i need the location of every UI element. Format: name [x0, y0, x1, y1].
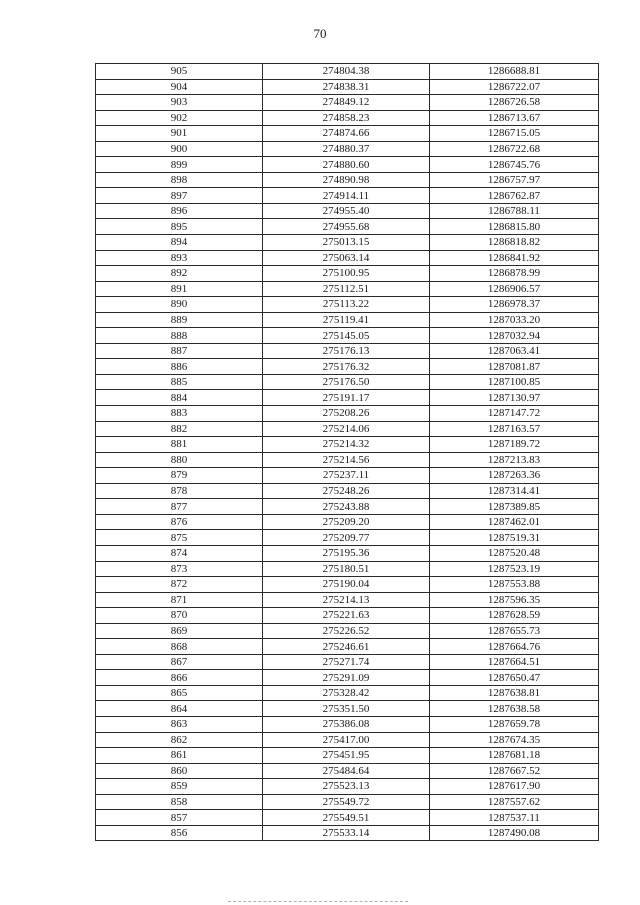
point-number-cell: 885 — [96, 374, 263, 390]
x-coordinate-cell: 274874.66 — [263, 126, 430, 142]
y-coordinate-cell: 1286688.81 — [430, 64, 599, 80]
point-number-cell: 874 — [96, 545, 263, 561]
y-coordinate-cell: 1286722.07 — [430, 79, 599, 95]
table-row — [96, 825, 599, 841]
table-row — [96, 328, 599, 344]
x-coordinate-cell: 275190.04 — [263, 577, 430, 593]
y-coordinate-cell: 1287147.72 — [430, 406, 599, 422]
x-coordinate-cell: 275328.42 — [263, 685, 430, 701]
table-row — [96, 297, 599, 313]
y-coordinate-cell: 1286841.92 — [430, 250, 599, 266]
point-number-cell: 870 — [96, 608, 263, 624]
table-row — [96, 514, 599, 530]
point-number-cell: 883 — [96, 406, 263, 422]
point-number-cell: 862 — [96, 732, 263, 748]
table-row — [96, 281, 599, 297]
x-coordinate-cell: 275484.64 — [263, 763, 430, 779]
y-coordinate-cell: 1286715.05 — [430, 126, 599, 142]
y-coordinate-cell: 1287520.48 — [430, 545, 599, 561]
y-coordinate-cell: 1287617.90 — [430, 779, 599, 795]
point-number-cell: 895 — [96, 219, 263, 235]
y-coordinate-cell: 1287033.20 — [430, 312, 599, 328]
y-coordinate-cell: 1287523.19 — [430, 561, 599, 577]
x-coordinate-cell: 275214.56 — [263, 452, 430, 468]
y-coordinate-cell: 1287462.01 — [430, 514, 599, 530]
y-coordinate-cell: 1287681.18 — [430, 748, 599, 764]
table-row — [96, 219, 599, 235]
table-row — [96, 126, 599, 142]
y-coordinate-cell: 1287163.57 — [430, 421, 599, 437]
x-coordinate-cell: 274849.12 — [263, 95, 430, 111]
point-number-cell: 867 — [96, 654, 263, 670]
x-coordinate-cell: 274880.37 — [263, 141, 430, 157]
y-coordinate-cell: 1287537.11 — [430, 810, 599, 826]
point-number-cell: 889 — [96, 312, 263, 328]
x-coordinate-cell: 274955.40 — [263, 203, 430, 219]
y-coordinate-cell: 1287130.97 — [430, 390, 599, 406]
y-coordinate-cell: 1286726.58 — [430, 95, 599, 111]
x-coordinate-cell: 275243.88 — [263, 499, 430, 515]
x-coordinate-cell: 274890.98 — [263, 172, 430, 188]
y-coordinate-cell: 1286788.11 — [430, 203, 599, 219]
point-number-cell: 869 — [96, 623, 263, 639]
table-row — [96, 343, 599, 359]
x-coordinate-cell: 275533.14 — [263, 825, 430, 841]
point-number-cell: 875 — [96, 530, 263, 546]
point-number-cell: 857 — [96, 810, 263, 826]
coordinates-table-body — [96, 64, 599, 841]
x-coordinate-cell: 275226.52 — [263, 623, 430, 639]
x-coordinate-cell: 275417.00 — [263, 732, 430, 748]
point-number-cell: 865 — [96, 685, 263, 701]
x-coordinate-cell: 275113.22 — [263, 297, 430, 313]
point-number-cell: 890 — [96, 297, 263, 313]
y-coordinate-cell: 1287557.62 — [430, 794, 599, 810]
x-coordinate-cell: 275271.74 — [263, 654, 430, 670]
point-number-cell: 863 — [96, 716, 263, 732]
table-row — [96, 499, 599, 515]
point-number-cell: 859 — [96, 779, 263, 795]
x-coordinate-cell: 275191.17 — [263, 390, 430, 406]
point-number-cell: 858 — [96, 794, 263, 810]
x-coordinate-cell: 275451.95 — [263, 748, 430, 764]
x-coordinate-cell: 275549.51 — [263, 810, 430, 826]
table-row — [96, 763, 599, 779]
y-coordinate-cell: 1286722.68 — [430, 141, 599, 157]
table-row — [96, 235, 599, 251]
y-coordinate-cell: 1287490.08 — [430, 825, 599, 841]
table-row — [96, 390, 599, 406]
x-coordinate-cell: 274914.11 — [263, 188, 430, 204]
x-coordinate-cell: 275214.32 — [263, 437, 430, 453]
table-row — [96, 592, 599, 608]
x-coordinate-cell: 274880.60 — [263, 157, 430, 173]
table-row — [96, 374, 599, 390]
x-coordinate-cell: 275208.26 — [263, 406, 430, 422]
y-coordinate-cell: 1286978.37 — [430, 297, 599, 313]
y-coordinate-cell: 1287596.35 — [430, 592, 599, 608]
x-coordinate-cell: 275176.13 — [263, 343, 430, 359]
x-coordinate-cell: 275351.50 — [263, 701, 430, 717]
x-coordinate-cell: 275291.09 — [263, 670, 430, 686]
y-coordinate-cell: 1286713.67 — [430, 110, 599, 126]
point-number-cell: 866 — [96, 670, 263, 686]
point-number-cell: 896 — [96, 203, 263, 219]
table-row — [96, 421, 599, 437]
point-number-cell: 884 — [96, 390, 263, 406]
table-row — [96, 561, 599, 577]
table-row — [96, 530, 599, 546]
x-coordinate-cell: 275195.36 — [263, 545, 430, 561]
point-number-cell: 878 — [96, 483, 263, 499]
x-coordinate-cell: 275112.51 — [263, 281, 430, 297]
table-row — [96, 639, 599, 655]
y-coordinate-cell: 1286818.82 — [430, 235, 599, 251]
point-number-cell: 904 — [96, 79, 263, 95]
table-row — [96, 250, 599, 266]
y-coordinate-cell: 1287213.83 — [430, 452, 599, 468]
table-row — [96, 623, 599, 639]
point-number-cell: 900 — [96, 141, 263, 157]
x-coordinate-cell: 275237.11 — [263, 468, 430, 484]
point-number-cell: 872 — [96, 577, 263, 593]
y-coordinate-cell: 1287664.51 — [430, 654, 599, 670]
y-coordinate-cell: 1287628.59 — [430, 608, 599, 624]
table-row — [96, 312, 599, 328]
x-coordinate-cell: 275214.13 — [263, 592, 430, 608]
point-number-cell: 901 — [96, 126, 263, 142]
x-coordinate-cell: 274955.68 — [263, 219, 430, 235]
x-coordinate-cell: 275209.20 — [263, 514, 430, 530]
y-coordinate-cell: 1287638.81 — [430, 685, 599, 701]
coordinates-table — [95, 63, 599, 841]
table-row — [96, 141, 599, 157]
table-row — [96, 188, 599, 204]
point-number-cell: 903 — [96, 95, 263, 111]
table-row — [96, 779, 599, 795]
point-number-cell: 882 — [96, 421, 263, 437]
table-row — [96, 406, 599, 422]
y-coordinate-cell: 1287063.41 — [430, 343, 599, 359]
point-number-cell: 860 — [96, 763, 263, 779]
y-coordinate-cell: 1286762.87 — [430, 188, 599, 204]
table-row — [96, 794, 599, 810]
y-coordinate-cell: 1286757.97 — [430, 172, 599, 188]
point-number-cell: 886 — [96, 359, 263, 375]
point-number-cell: 880 — [96, 452, 263, 468]
point-number-cell: 871 — [96, 592, 263, 608]
y-coordinate-cell: 1286745.76 — [430, 157, 599, 173]
y-coordinate-cell: 1287032.94 — [430, 328, 599, 344]
point-number-cell: 905 — [96, 64, 263, 80]
y-coordinate-cell: 1287081.87 — [430, 359, 599, 375]
point-number-cell: 902 — [96, 110, 263, 126]
table-row — [96, 577, 599, 593]
x-coordinate-cell: 275209.77 — [263, 530, 430, 546]
x-coordinate-cell: 275176.50 — [263, 374, 430, 390]
y-coordinate-cell: 1287389.85 — [430, 499, 599, 515]
x-coordinate-cell: 275386.08 — [263, 716, 430, 732]
y-coordinate-cell: 1287638.58 — [430, 701, 599, 717]
point-number-cell: 899 — [96, 157, 263, 173]
y-coordinate-cell: 1286815.80 — [430, 219, 599, 235]
x-coordinate-cell: 275221.63 — [263, 608, 430, 624]
table-row — [96, 608, 599, 624]
point-number-cell: 868 — [96, 639, 263, 655]
point-number-cell: 861 — [96, 748, 263, 764]
y-coordinate-cell: 1287655.73 — [430, 623, 599, 639]
point-number-cell: 891 — [96, 281, 263, 297]
point-number-cell: 898 — [96, 172, 263, 188]
table-row — [96, 545, 599, 561]
scan-edge-mark — [228, 901, 408, 903]
y-coordinate-cell: 1287674.35 — [430, 732, 599, 748]
table-row — [96, 172, 599, 188]
y-coordinate-cell: 1287553.88 — [430, 577, 599, 593]
page-number: 70 — [313, 26, 327, 41]
x-coordinate-cell: 275214.06 — [263, 421, 430, 437]
y-coordinate-cell: 1287100.85 — [430, 374, 599, 390]
y-coordinate-cell: 1287667.52 — [430, 763, 599, 779]
x-coordinate-cell: 275180.51 — [263, 561, 430, 577]
x-coordinate-cell: 275145.05 — [263, 328, 430, 344]
table-row — [96, 437, 599, 453]
table-row — [96, 266, 599, 282]
table-row — [96, 810, 599, 826]
table-row — [96, 359, 599, 375]
point-number-cell: 892 — [96, 266, 263, 282]
table-row — [96, 685, 599, 701]
x-coordinate-cell: 274838.31 — [263, 79, 430, 95]
point-number-cell: 897 — [96, 188, 263, 204]
table-row — [96, 64, 599, 80]
table-row — [96, 732, 599, 748]
table-row — [96, 748, 599, 764]
table-row — [96, 701, 599, 717]
table-row — [96, 483, 599, 499]
table-row — [96, 654, 599, 670]
x-coordinate-cell: 275176.32 — [263, 359, 430, 375]
y-coordinate-cell: 1287519.31 — [430, 530, 599, 546]
point-number-cell: 873 — [96, 561, 263, 577]
point-number-cell: 887 — [96, 343, 263, 359]
table-row — [96, 670, 599, 686]
x-coordinate-cell: 275523.13 — [263, 779, 430, 795]
table-row — [96, 452, 599, 468]
table-row — [96, 95, 599, 111]
x-coordinate-cell: 275549.72 — [263, 794, 430, 810]
x-coordinate-cell: 275248.26 — [263, 483, 430, 499]
table-row — [96, 157, 599, 173]
table-row — [96, 79, 599, 95]
x-coordinate-cell: 274858.23 — [263, 110, 430, 126]
y-coordinate-cell: 1286878.99 — [430, 266, 599, 282]
y-coordinate-cell: 1287314.41 — [430, 483, 599, 499]
point-number-cell: 888 — [96, 328, 263, 344]
table-row — [96, 716, 599, 732]
point-number-cell: 877 — [96, 499, 263, 515]
table-row — [96, 468, 599, 484]
y-coordinate-cell: 1287189.72 — [430, 437, 599, 453]
table-row — [96, 110, 599, 126]
y-coordinate-cell: 1286906.57 — [430, 281, 599, 297]
x-coordinate-cell: 275246.61 — [263, 639, 430, 655]
x-coordinate-cell: 275063.14 — [263, 250, 430, 266]
x-coordinate-cell: 275100.95 — [263, 266, 430, 282]
point-number-cell: 894 — [96, 235, 263, 251]
point-number-cell: 881 — [96, 437, 263, 453]
x-coordinate-cell: 275119.41 — [263, 312, 430, 328]
y-coordinate-cell: 1287263.36 — [430, 468, 599, 484]
y-coordinate-cell: 1287664.76 — [430, 639, 599, 655]
y-coordinate-cell: 1287650.47 — [430, 670, 599, 686]
point-number-cell: 879 — [96, 468, 263, 484]
x-coordinate-cell: 274804.38 — [263, 64, 430, 80]
point-number-cell: 876 — [96, 514, 263, 530]
x-coordinate-cell: 275013.15 — [263, 235, 430, 251]
table-row — [96, 203, 599, 219]
point-number-cell: 893 — [96, 250, 263, 266]
y-coordinate-cell: 1287659.78 — [430, 716, 599, 732]
point-number-cell: 856 — [96, 825, 263, 841]
point-number-cell: 864 — [96, 701, 263, 717]
